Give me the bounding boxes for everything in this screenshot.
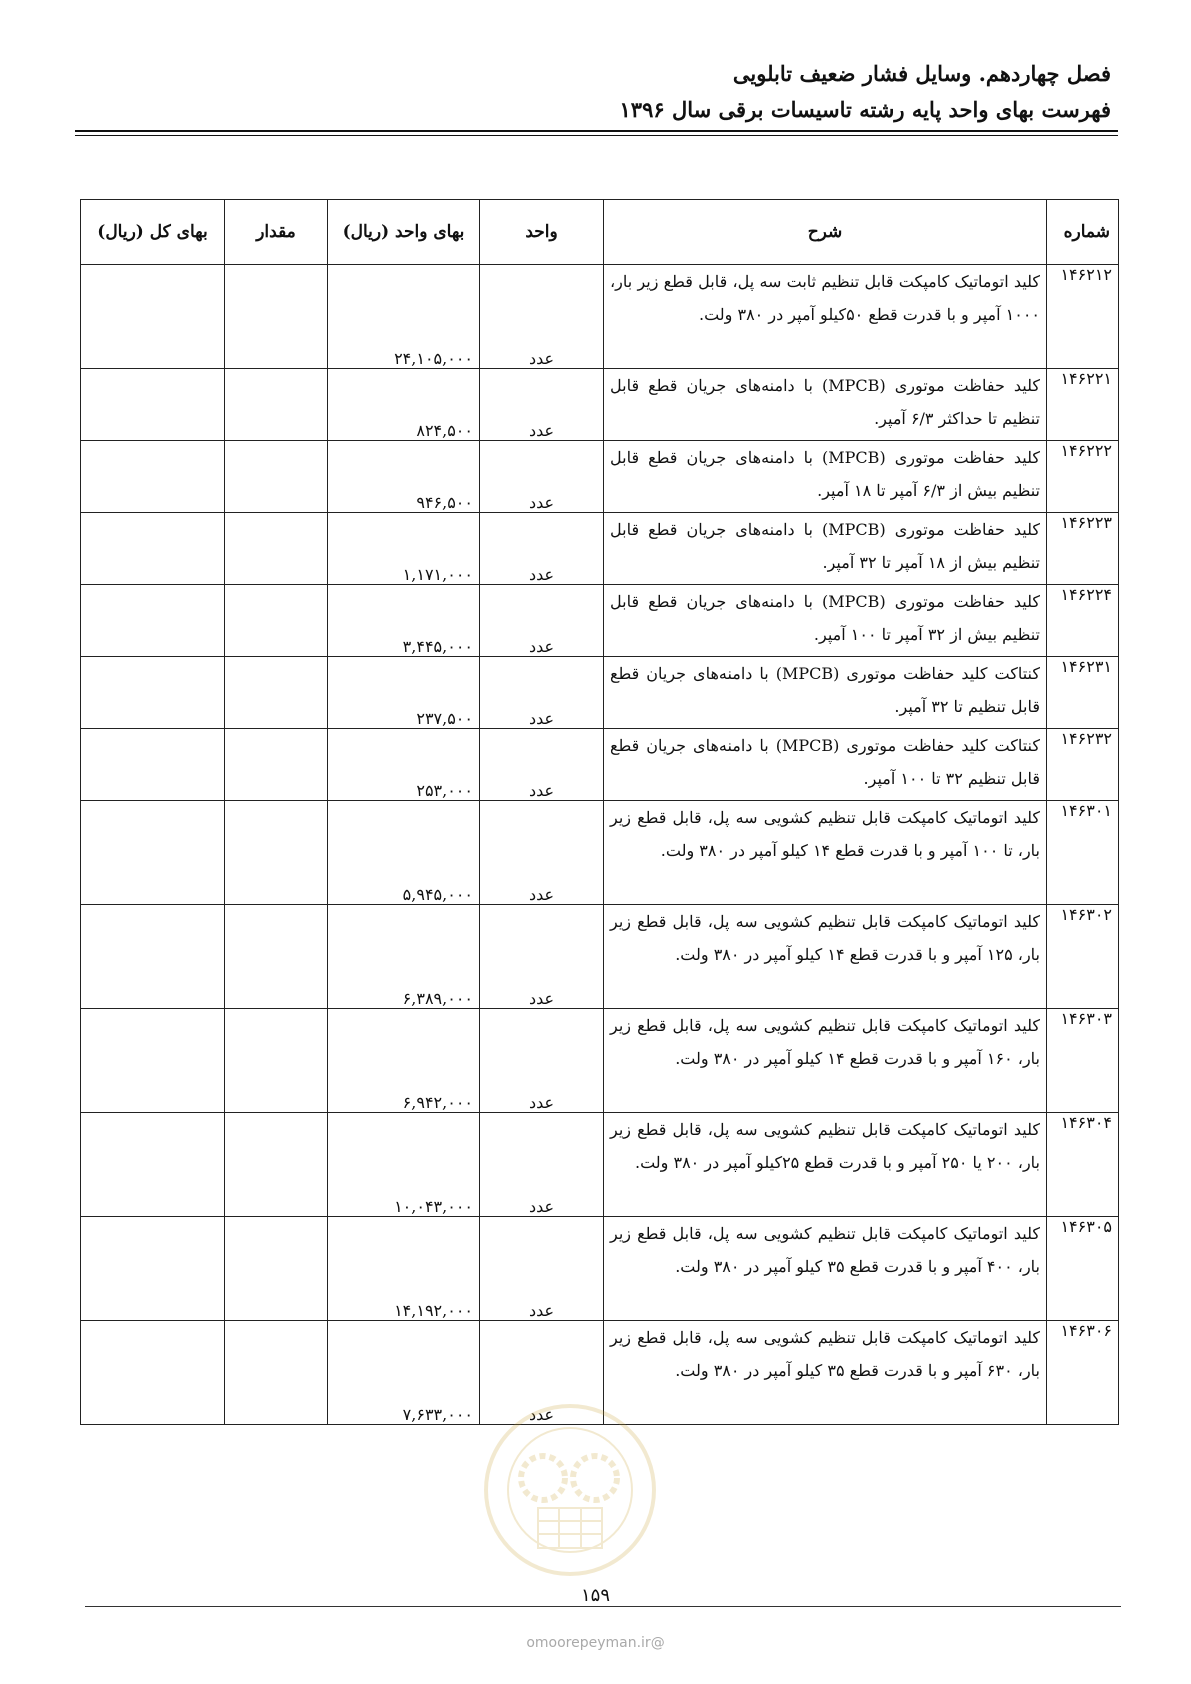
item-code: ۱۴۶۲۳۱ bbox=[1047, 657, 1119, 729]
table-row bbox=[81, 801, 1119, 905]
item-quantity bbox=[225, 905, 328, 1009]
item-description: کلید حفاظت موتوری (MPCB) با دامنه‌های جریان قطع قابل تنظیم بیش از ۶/۳ آمپر تا ۱۸ آمپر. bbox=[604, 441, 1047, 513]
item-total-price bbox=[81, 441, 225, 513]
item-code: ۱۴۶۳۰۶ bbox=[1047, 1321, 1119, 1425]
column-header-code: شماره bbox=[1047, 200, 1119, 265]
table-row bbox=[81, 441, 1119, 513]
item-code: ۱۴۶۲۳۲ bbox=[1047, 729, 1119, 801]
item-unit-price: ۸۲۴,۵۰۰ bbox=[328, 369, 480, 441]
table-row bbox=[81, 369, 1119, 441]
item-code: ۱۴۶۳۰۴ bbox=[1047, 1113, 1119, 1217]
item-quantity bbox=[225, 369, 328, 441]
item-unit: عدد bbox=[480, 905, 604, 1009]
table-row bbox=[81, 1217, 1119, 1321]
item-description: کلید حفاظت موتوری (MPCB) با دامنه‌های جریان قطع قابل تنظیم تا حداکثر ۶/۳ آمپر. bbox=[604, 369, 1047, 441]
item-code: ۱۴۶۲۱۲ bbox=[1047, 265, 1119, 369]
item-total-price bbox=[81, 585, 225, 657]
footer-rule bbox=[85, 1606, 1121, 1607]
item-code: ۱۴۶۳۰۲ bbox=[1047, 905, 1119, 1009]
item-code: ۱۴۶۳۰۵ bbox=[1047, 1217, 1119, 1321]
item-total-price bbox=[81, 513, 225, 585]
item-quantity bbox=[225, 1321, 328, 1425]
item-description: کلید اتوماتیک کامپکت قابل تنظیم کشویی سه پل، قابل قطع زیر بار، ۴۰۰ آمپر و با قدرت قطع ۳۵ کیلو آمپر در ۳۸۰ ولت. bbox=[604, 1217, 1047, 1321]
item-unit: عدد bbox=[480, 1321, 604, 1425]
item-description: کنتاکت کلید حفاظت موتوری (MPCB) با دامنه‌های جریان قطع قابل تنظیم ۳۲ تا ۱۰۰ آمپر. bbox=[604, 729, 1047, 801]
item-total-price bbox=[81, 1217, 225, 1321]
item-quantity bbox=[225, 657, 328, 729]
item-unit: عدد bbox=[480, 441, 604, 513]
item-total-price bbox=[81, 729, 225, 801]
item-description: کلید اتوماتیک کامپکت قابل تنظیم کشویی سه پل، قابل قطع زیر بار، ۶۳۰ آمپر و با قدرت قطع ۳۵ کیلو آمپر در ۳۸۰ ولت. bbox=[604, 1321, 1047, 1425]
table-row bbox=[81, 905, 1119, 1009]
item-code: ۱۴۶۳۰۱ bbox=[1047, 801, 1119, 905]
item-description: کلید اتوماتیک کامپکت قابل تنظیم کشویی سه پل، قابل قطع زیر بار، ۱۲۵ آمپر و با قدرت قطع ۱۴ کیلو آمپر در ۳۸۰ ولت. bbox=[604, 905, 1047, 1009]
item-unit: عدد bbox=[480, 369, 604, 441]
table-row bbox=[81, 265, 1119, 369]
item-unit-price: ۷,۶۳۳,۰۰۰ bbox=[328, 1321, 480, 1425]
column-header-unit-price: بهای واحد (ریال) bbox=[328, 200, 480, 265]
document-title: فهرست بهای واحد پایه رشته تاسیسات برقی سال ۱۳۹۶ bbox=[619, 97, 1111, 122]
item-unit: عدد bbox=[480, 1113, 604, 1217]
item-unit-price: ۱,۱۷۱,۰۰۰ bbox=[328, 513, 480, 585]
item-code: ۱۴۶۳۰۳ bbox=[1047, 1009, 1119, 1113]
item-total-price bbox=[81, 1321, 225, 1425]
item-unit: عدد bbox=[480, 513, 604, 585]
column-header-description: شرح bbox=[604, 200, 1047, 265]
header-rule-thick bbox=[75, 130, 1118, 132]
item-unit-price: ۹۴۶,۵۰۰ bbox=[328, 441, 480, 513]
item-unit: عدد bbox=[480, 265, 604, 369]
table-row bbox=[81, 729, 1119, 801]
item-quantity bbox=[225, 1113, 328, 1217]
item-unit: عدد bbox=[480, 1009, 604, 1113]
item-quantity bbox=[225, 1009, 328, 1113]
price-table bbox=[80, 199, 1119, 1425]
item-unit-price: ۲۳۷,۵۰۰ bbox=[328, 657, 480, 729]
item-description: کلید اتوماتیک کامپکت قابل تنظیم کشویی سه پل، قابل قطع زیر بار، ۲۰۰ یا ۲۵۰ آمپر و با قدرت قطع ۲۵کیلو آمپر در ۳۸۰ ولت. bbox=[604, 1113, 1047, 1217]
item-unit: عدد bbox=[480, 657, 604, 729]
item-unit: عدد bbox=[480, 1217, 604, 1321]
item-quantity bbox=[225, 441, 328, 513]
item-code: ۱۴۶۲۲۴ bbox=[1047, 585, 1119, 657]
item-total-price bbox=[81, 369, 225, 441]
item-quantity bbox=[225, 265, 328, 369]
item-description: کنتاکت کلید حفاظت موتوری (MPCB) با دامنه‌های جریان قطع قابل تنظیم تا ۳۲ آمپر. bbox=[604, 657, 1047, 729]
item-description: کلید اتوماتیک کامپکت قابل تنظیم کشویی سه پل، قابل قطع زیر بار، تا ۱۰۰ آمپر و با قدرت قطع ۱۴ کیلو آمپر در ۳۸۰ ولت. bbox=[604, 801, 1047, 905]
column-header-total-price: بهای کل (ریال) bbox=[81, 200, 225, 265]
item-code: ۱۴۶۲۲۳ bbox=[1047, 513, 1119, 585]
table-row bbox=[81, 585, 1119, 657]
item-total-price bbox=[81, 905, 225, 1009]
item-quantity bbox=[225, 729, 328, 801]
item-quantity bbox=[225, 1217, 328, 1321]
item-code: ۱۴۶۲۲۱ bbox=[1047, 369, 1119, 441]
table-row bbox=[81, 1009, 1119, 1113]
item-unit-price: ۶,۹۴۲,۰۰۰ bbox=[328, 1009, 480, 1113]
item-description: کلید حفاظت موتوری (MPCB) با دامنه‌های جریان قطع قابل تنظیم بیش از ۱۸ آمپر تا ۳۲ آمپر. bbox=[604, 513, 1047, 585]
item-description: کلید اتوماتیک کامپکت قابل تنظیم کشویی سه پل، قابل قطع زیر بار، ۱۶۰ آمپر و با قدرت قطع ۱۴ کیلو آمپر در ۳۸۰ ولت. bbox=[604, 1009, 1047, 1113]
chapter-title: فصل چهاردهم. وسایل فشار ضعیف تابلویی bbox=[732, 61, 1111, 86]
column-header-unit: واحد bbox=[480, 200, 604, 265]
item-total-price bbox=[81, 1113, 225, 1217]
column-header-quantity: مقدار bbox=[225, 200, 328, 265]
item-unit: عدد bbox=[480, 801, 604, 905]
item-unit-price: ۲۴,۱۰۵,۰۰۰ bbox=[328, 265, 480, 369]
item-unit-price: ۶,۳۸۹,۰۰۰ bbox=[328, 905, 480, 1009]
item-unit-price: ۱۴,۱۹۲,۰۰۰ bbox=[328, 1217, 480, 1321]
item-description: کلید اتوماتیک کامپکت قابل تنظیم ثابت سه پل، قابل قطع زیر بار، ۱۰۰۰ آمپر و با قدرت قطع ۵۰کیلو آمپر در ۳۸۰ ولت. bbox=[604, 265, 1047, 369]
page-number: ۱۵۹ bbox=[580, 1585, 610, 1606]
item-unit: عدد bbox=[480, 585, 604, 657]
item-code: ۱۴۶۲۲۲ bbox=[1047, 441, 1119, 513]
item-quantity bbox=[225, 801, 328, 905]
header-rule-thin bbox=[75, 135, 1118, 136]
item-total-price bbox=[81, 1009, 225, 1113]
table-row bbox=[81, 1321, 1119, 1425]
table-row bbox=[81, 657, 1119, 729]
item-total-price bbox=[81, 801, 225, 905]
table-row bbox=[81, 1113, 1119, 1217]
item-quantity bbox=[225, 585, 328, 657]
item-quantity bbox=[225, 513, 328, 585]
watermark-text: @omoorepeyman.ir bbox=[526, 1635, 665, 1651]
item-unit-price: ۳,۴۴۵,۰۰۰ bbox=[328, 585, 480, 657]
table-header-row bbox=[81, 200, 1119, 265]
item-total-price bbox=[81, 265, 225, 369]
item-unit-price: ۵,۹۴۵,۰۰۰ bbox=[328, 801, 480, 905]
item-unit: عدد bbox=[480, 729, 604, 801]
item-unit-price: ۱۰,۰۴۳,۰۰۰ bbox=[328, 1113, 480, 1217]
item-unit-price: ۲۵۳,۰۰۰ bbox=[328, 729, 480, 801]
table-row bbox=[81, 513, 1119, 585]
item-description: کلید حفاظت موتوری (MPCB) با دامنه‌های جریان قطع قابل تنظیم بیش از ۳۲ آمپر تا ۱۰۰ آمپر. bbox=[604, 585, 1047, 657]
item-total-price bbox=[81, 657, 225, 729]
page-header bbox=[620, 56, 1111, 128]
watermark-seal-logo bbox=[483, 1398, 658, 1583]
